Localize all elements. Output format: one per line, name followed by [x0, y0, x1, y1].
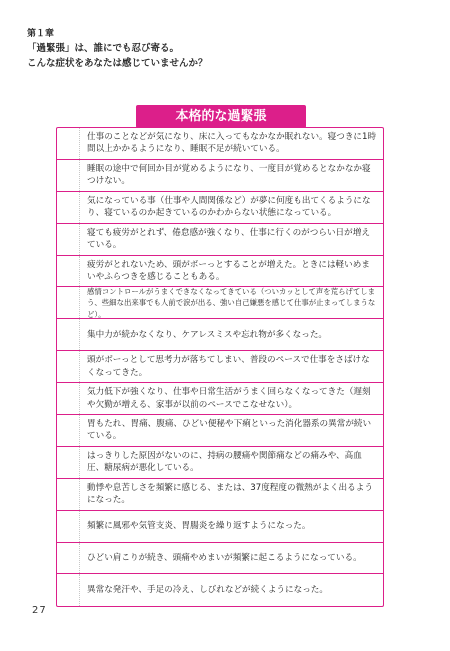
check-box[interactable]	[57, 256, 80, 287]
chapter-label: 第１章	[27, 29, 55, 39]
check-box[interactable]	[57, 128, 80, 159]
checklist-item	[57, 319, 383, 351]
check-box[interactable]	[57, 192, 80, 223]
checklist-item	[57, 192, 383, 224]
checklist-item-text: 気力低下が強くなり、仕事や日常生活がうまく回らなくなってきた（遅刻や欠勤が増える、家事が以前のペースでこなせない）。	[87, 387, 371, 410]
checklist-item-text: 集中力が続かなくなり、ケアレスミスや忘れ物が多くなった。	[87, 329, 328, 340]
checklist-item-text: 気になっている事（仕事や人間関係など）が夢に何度も出てくるようになり、寝ているのか起きているのかわからない状態になっている。	[87, 195, 371, 219]
checklist-item	[57, 160, 383, 192]
checklist-item-text: 寝ても疲労がとれず、倦怠感が強くなり、仕事に行くのがつらい日が増えている。	[87, 227, 370, 251]
intro-line-1: 「過緊張」は、誰にでも忍び寄る。	[27, 43, 180, 54]
checklist-item-text: 頭がボーっとして思考力が落ちてしまい、普段のペースで仕事をさばけなくなってきた。	[87, 355, 370, 378]
checklist-item	[57, 256, 383, 288]
check-box[interactable]	[57, 574, 80, 606]
page-number: 27	[32, 605, 47, 616]
intro-line-2: こんな症状をあなたは感じていませんか？	[27, 58, 208, 69]
checklist-item	[57, 543, 383, 575]
check-box[interactable]	[57, 383, 80, 414]
checklist-item-text: 疲労がとれないため、頭がボーっとすることが増えた。ときには軽いめまいやふらつきを感じることもある。	[87, 259, 370, 282]
checklist-item-text: 動悸や息苦しさを頻繁に感じる、または、37度程度の微熱がよく出るようになった。	[87, 482, 373, 506]
symptom-checklist	[56, 127, 384, 607]
checklist-item	[57, 351, 383, 383]
check-box[interactable]	[57, 479, 80, 510]
checklist-title: 本格的な過緊張	[136, 105, 306, 128]
checklist-item	[57, 415, 383, 447]
check-box[interactable]	[57, 224, 80, 255]
checklist-item-text: ひどい肩こりが続き、頭痛やめまいが頻繁に起こるようになっている。	[87, 552, 362, 563]
check-box[interactable]	[57, 287, 80, 318]
checklist-item-text: 感情コントロールがうまくできなくなってきている（ついカッとして声を荒らげてしまう、些細な出来事でも人前で涙が出る、強い自己嫌悪を感じて仕事が止まってしまうなど）。	[87, 286, 376, 319]
checklist-item	[57, 511, 383, 543]
page-header	[27, 28, 208, 71]
checklist-item	[57, 574, 383, 606]
check-box[interactable]	[57, 447, 80, 478]
checklist-item-text: 仕事のことなどが気になり、床に入ってもなかなか眠れない。寝つきに1時間以上かかるようになり、睡眠不足が続いている。	[87, 132, 377, 155]
checklist-item	[57, 479, 383, 511]
checklist-item	[57, 224, 383, 256]
check-box[interactable]	[57, 543, 80, 574]
checklist-item	[57, 128, 383, 160]
checklist-item	[57, 447, 383, 479]
check-box[interactable]	[57, 351, 80, 382]
checklist-item-text: 睡眠の途中で何回か目が覚めるようになり、一度目が覚めるとなかなか寝つけない。	[87, 163, 371, 187]
check-box[interactable]	[57, 511, 80, 542]
checklist-item-text: はっきりした原因がないのに、持病の腰痛や関節痛などの痛みや、高血圧、糖尿病が悪化している。	[87, 450, 362, 474]
checklist-item	[57, 383, 383, 415]
check-box[interactable]	[57, 319, 80, 350]
check-box[interactable]	[57, 415, 80, 446]
checklist-item-text: 胃もたれ、胃痛、腹痛、ひどい便秘や下痢といった消化器系の異常が続いている。	[87, 419, 372, 442]
checklist-item	[57, 287, 383, 319]
checklist-item-text: 頻繁に風邪や気管支炎、胃腸炎を繰り返すようになった。	[87, 520, 311, 531]
checklist-item-text: 異常な発汗や、手足の冷え、しびれなどが続くようになった。	[87, 585, 328, 596]
check-box[interactable]	[57, 160, 80, 191]
